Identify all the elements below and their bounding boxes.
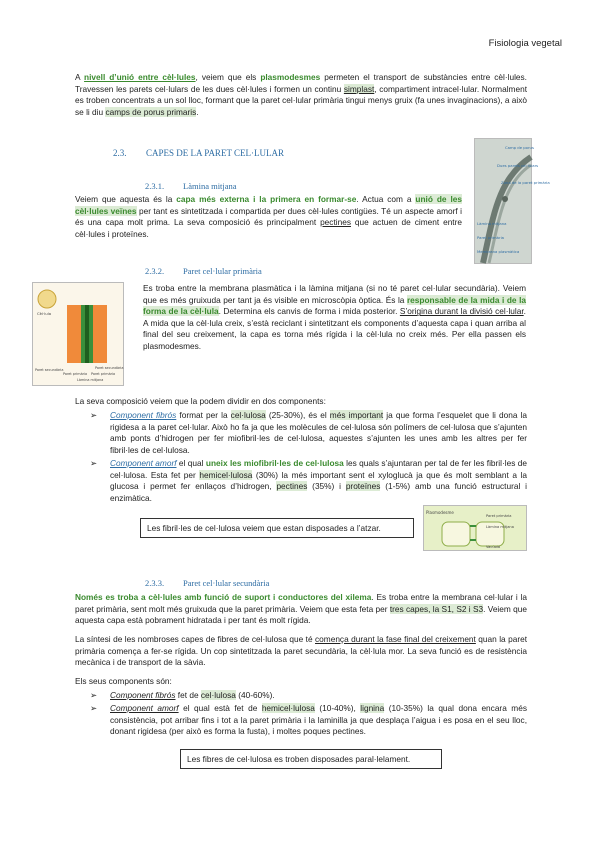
paret-secundaria-paragraph: Només es troba a cèl·lules amb funció de suport i conductores del xilema. Es troba entre la membrana cel·lular i la paret primària, sent molt més gruixuda que la paret primària. Veiem que esta feta per tres capes, la S1, S2 i S3. Veiem que aquesta capa està pobrament hidratada i per tant és molt rígida.: [75, 592, 527, 626]
micrograph-label: Paret primària: [477, 235, 504, 240]
diagram-label: Paret primària: [91, 372, 116, 376]
micrograph-label: Camp de porus: [505, 145, 534, 150]
fiber-label: Paret primària: [486, 514, 512, 518]
subsection-heading: 2.3.2. Paret cel·lular primària: [145, 266, 262, 276]
fiber-label: Làmina mitjana: [486, 525, 514, 529]
bullet-marker: ➢: [90, 458, 97, 468]
bullet-marker: ➢: [90, 690, 97, 700]
fiber-figure: [423, 505, 527, 551]
bullet-marker: ➢: [90, 703, 97, 713]
diagram-label: Paret primària: [63, 372, 88, 376]
micrograph-label: Zona de la paret primària: [501, 180, 550, 185]
components-intro: La seva composició veiem que la podem dividir en dos components:: [75, 396, 326, 406]
note-box: Les fibres de cel·lulosa es troben disposades paral·lelament.: [180, 749, 442, 769]
lamina-mitjana-paragraph: Veiem que aquesta és la capa més externa i la primera en formar-se. Actua com a unió de les cèl·lules veïnes per tant es sintetitzada i compartida per dues cèl·lules contigües. Té un aspecte amorf i és una capa molt prima. La seva composició és principalment pectines que actuen de ciment entre cèl·lules i proteïnes.: [75, 194, 462, 239]
secondary-components-intro: Els seus components són:: [75, 676, 172, 686]
cell-wall-diagram: [32, 282, 124, 386]
subsection-heading: 2.3.1. Làmina mitjana: [145, 181, 237, 191]
secondary-amorphous-component: Component amorf el qual està fet de hemicel·lulosa (10-40%), lignina (10-35%) la qual dona encara més consistència, pot arribar fins i tot a la paret primària i la laminilla ja que desplaça l’aigua i es posa en el seu lloc, donant rigidesa (per això es forma la fusta), i moltes poques pectines.: [110, 703, 527, 737]
diagram-label: Paret secundària: [95, 366, 124, 370]
cell-wall-image: [33, 283, 123, 385]
micrograph-label: Membrana plasmàtica: [477, 249, 520, 254]
diagram-label: Làmina mitjana: [77, 378, 104, 382]
section-heading: 2.3. CAPES DE LA PARET CEL·LULAR: [113, 148, 285, 158]
primary-fibrous-component: Component fibrós format per la cel·lulosa (25-30%), és el més important ja que forma l’esquelet que li dona la rigidesa a la paret cel·lular. Això ho fa ja que les molècules de cel·lulosa són polímers de cel·lulosa que s’ajunten amb ponts d’hidrogen per fer miofibril·les de cel·lulosa, aquestes s’ajunten les unes amb les altres per fer fibril·les de cel·lulosa.: [110, 410, 527, 455]
fiber-label: Plasmodesme: [426, 510, 454, 515]
diagram-label: Cèl·lula: [37, 311, 52, 316]
micrograph-label: Dues parets cel·lulars: [497, 163, 539, 168]
running-header: Fisiologia vegetal: [488, 38, 562, 49]
subsection-heading: 2.3.3. Paret cel·lular secundària: [145, 578, 270, 588]
fiber-image: [424, 506, 526, 550]
note-box: Les fibril·les de cel·lulosa veiem que estan disposades a l’atzar.: [140, 518, 414, 538]
intro-paragraph: A nivell d’unió entre cèl·lules, veiem que els plasmodesmes permeten el transport de substàncies entre cèl·lules. Travessen les parets cel·lulars de les dues cèl·lules i formen un continu simplast, compartiment intracel·lular. Normalment es troben concentrats a un sol lloc, formant que la paret cel·lular primària tingui menys gruix (fa unes invaginacions), a això se li diu camps de porus primaris.: [75, 72, 527, 117]
fiber-label: Vacúola: [486, 545, 501, 549]
secondary-fibrous-component: Component fibrós fet de cel·lulosa (40-60%).: [110, 690, 275, 700]
micrograph-figure: [474, 138, 550, 264]
micrograph-image: [475, 139, 550, 263]
bullet-marker: ➢: [90, 410, 97, 420]
paret-secundaria-synthesis: La síntesi de les nombroses capes de fibres de cel·lulosa que té comença durant la fase final del creixement quan la paret primària comença a fer-se rígida. Un cop sintetitzada la paret secundària, la cèl·lula mor. La seva funció es de resistència mecànica i de transport de la sàvia.: [75, 634, 527, 668]
micrograph-label: Làmina mitjana: [477, 221, 507, 226]
diagram-label: Paret secundària: [35, 368, 64, 372]
paret-primaria-paragraph: Es troba entre la membrana plasmàtica i la làmina mitjana (si no té paret cel·lular secundària). Veiem que es més gruixuda per tant ja és visible en microscòpia òptica. És la responsable de la mida i de la forma de la cèl·lula. Determina els canvis de forma i mida posterior. S’origina durant la divisió cel·lular. A mida que la cèl·lula creix, s’està reciclant i sintetitzant els components d’aquesta capa i quan arriba al final del seu creixement, la capa es torna més rígida i la cèl·lula no creix més. Per ella passen els plasmodesmes.: [143, 283, 526, 351]
primary-amorphous-component: Component amorf el qual uneix les miofibril·les de cel·lulosa les quals s’ajuntaran per tal de fer les fibril·les de cel·lulosa. Esta fet per hemicel·lulosa (30%) la més important sent el xyloglucà ja que és molt semblant a la glucosa i permet fer enllaços d’hidrogen, pectines (35%) i proteïnes (1-5%) amb una funció estructural i enzimàtica.: [110, 458, 527, 503]
